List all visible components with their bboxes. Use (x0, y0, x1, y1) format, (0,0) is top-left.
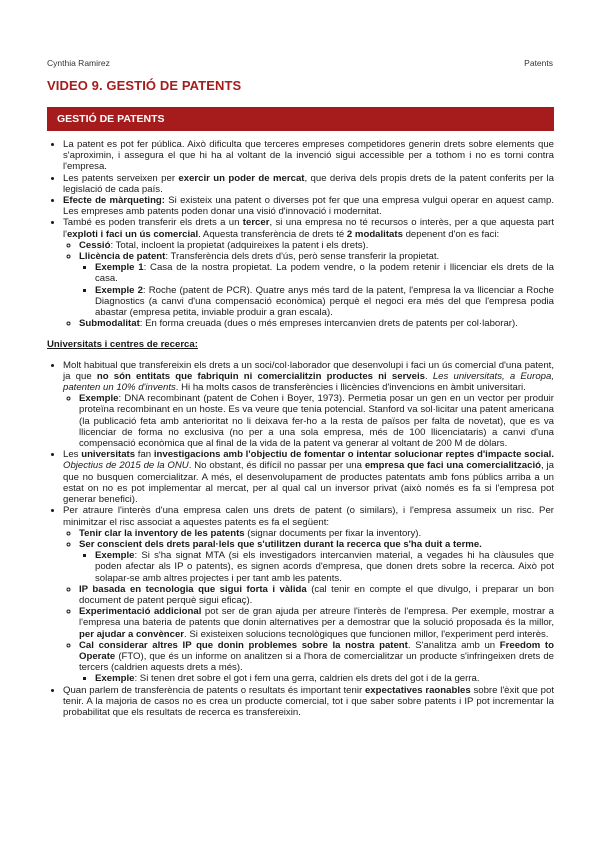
list-item: • La patent es pot fer pública. Això dificulta que terceres empreses competidores generin drets sobre elements que s'aproximin, i assegura el que hi ha al voltant de la invenció sigui accessible per a tothom i no es torni contra l'empresa. (63, 139, 554, 173)
sub-list (63, 240, 554, 330)
list-item: ◦ Experimentació addicional pot ser de gran ajuda per atreure l'interès de l'empresa. Per exemple, mostrar a l'empresa una bateria de patents que donin alternatives per a demostrar que la solució proposada és la millor, per ajudar a convèncer. Si existeixen solucions tecnològiques que funcionen millor, l'experiment perd interès. (79, 606, 554, 640)
list-item: • Quan parlem de transferència de patents o resultats és important tenir expectatives raonables sobre l'èxit que pot tenir. A la majoria de casos no es crea un producte comercial, tot i que saber sobre patents i IP pot incrementar la probabilitat que els resultats de recerca es transfereixin. (63, 685, 554, 719)
list-item: ◦ Exemple: DNA recombinant (patent de Cohen i Boyer, 1973). Permetia posar un gen en un vector per produir proteïna recombinant en un hoste. Es va veure que tenia potencial. Stanford va sol·licitar una patent americana (la publicació feta amb anterioritat no li deixava fer-ho a la resta de països per falta de novetat), que es va llicenciar de forma no exclusiva (no per a una sola empresa, més de 100 llicenciataris) a canvi d'una compensació econòmica que al final de la vida de la patent va generar al voltant de 200 M de dòlars. (79, 393, 554, 449)
list-item: ▪ Exemple: Si tenen dret sobre el got i fem una gerra, caldrien els drets del got i de la gerra. (95, 673, 554, 684)
list-item: ▪ Exemple 1: Casa de la nostra propietat. La podem vendre, o la podem retenir i llicenciar els drets de la casa. (95, 262, 554, 284)
list-item: ◦ Tenir clar la inventory de les patents (signar documents per fixar la inventory). (79, 528, 554, 539)
list-item: • Les patents serveixen per exercir un poder de mercat, que deriva dels propis drets de la patent conferits per la legislació de cada país. (63, 173, 554, 195)
list-item: • També es poden transferir els drets a un tercer, si una empresa no té recursos o interès, per a que aquesta part l'exploti i faci un ús comercial. Aquesta transferència de drets té 2 modalitats depenent d'on es faci: ◦ Cessió: Total, incloent la propietat (adquireixes la patent i els drets). ◦ Llicència de patent: Transferència dels drets d'ús, però sense transferir la propietat. ▪ Exemple 1: Casa de la nostra propietat. La podem vendre, o la podem retenir i llicenciar els drets de la casa. ▪ Exemple 2: Roche (patent de PCR). Quatre anys més tard de la patent, l'empresa la va llicenciar a Roche Diagnostics (a canvi d'una compensació econòmica) perquè el negoci era més del que l'empresa podia abastar (empresa petita, inviable produir a gran escala). ◦ Submodalitat: En forma creuada (dues o més empreses intercanvien drets de patents per col·laborar). (63, 217, 554, 329)
bullet-list (47, 139, 554, 329)
list-item: • Les universitats fan investigacions amb l'objectiu de fomentar o intentar solucionar reptes d'impacte social. Objectius de 2015 de la ONU. No obstant, és difícil no passar per una empresa que faci una comercialització, ja que no busquen comercialitzar. A més, el desenvolupament de productes patentats amb fons públics arriba a un estat on no es pot implementar al mercat, per al qual cal un inversor privat (això només es fa si l'empresa pot generar benefici). (63, 449, 554, 505)
header-author: Cynthia Ramirez (47, 58, 110, 68)
list-item: • Molt habitual que transfereixin els drets a un soci/col·laborador que desenvolupi i faci un ús comercial d'una patent, ja que no són entitats que fabriquin ni comercialitzin productes ni serveis. Les universitats, a Europa, patenten un 10% d'invents. Hi ha molts casos de transferències i llicències d'invencions en àmbit universitari. ◦ Exemple: DNA recombinant (patent de Cohen i Boyer, 1973). Permetia posar un gen en un vector per produir proteïna recombinant en un hoste. Es va veure que tenia potencial. Stanford va sol·licitar una patent americana (la publicació feta amb anterioritat no li deixava fer-ho a la resta de països per falta de novetat), que es va llicenciar de forma no exclusiva (no per a una sola empresa, més de 100 llicenciataris) a canvi d'una compensació econòmica que al final de la vida de la patent va generar al voltant de 200 M de dòlars. (63, 360, 554, 450)
sub-list (63, 528, 554, 685)
list-item: ◦ IP basada en tecnologia que sigui forta i vàlida (cal tenir en compte el que divulgo, i preparar un bon document de patent perquè sigui eficaç). (79, 584, 554, 606)
list-item: ◦ Cessió: Total, incloent la propietat (adquireixes la patent i els drets). (79, 240, 554, 251)
header-section: Patents (524, 58, 553, 68)
list-item: ▪ Exemple 2: Roche (patent de PCR). Quatre anys més tard de la patent, l'empresa la va llicenciar a Roche Diagnostics (a canvi d'una compensació econòmica) perquè el negoci era més del que l'empresa podia abastar (empresa petita, inviable produir a gran escala). (95, 285, 554, 319)
sub-sub-list (79, 550, 554, 584)
bullet-list (47, 360, 554, 719)
list-item: ◦ Cal considerar altres IP que donin problemes sobre la nostra patent. S'analitza amb un Freedom to Operate (FTO), que és un informe on analitzen si a l'hora de comercialitzar un producte s'infringeixen drets de tercers (caldrien aquests drets a més). ▪ Exemple: Si tenen dret sobre el got i fem una gerra, caldrien els drets del got i de la gerra. (79, 640, 554, 685)
list-item: • Per atraure l'interès d'una empresa calen uns drets de patent (o similars), i l'empresa assumeix un risc. Per minimitzar el risc associat a aquestes patents es fa el següent: ◦ Tenir clar la inventory de les patents (signar documents per fixar la inventory). ◦ Ser conscient dels drets paral·lels que s'utilitzen durant la recerca que s'ha duit a terme. ▪ Exemple: Si s'ha signat MTA (si els investigadors intercanvien material, a vegades hi ha clàusules que poden afectar als IP o patents), es signen acords d'empresa, que donen drets sobre la recerca. Això pot solapar-se amb altres projectes i per tant amb les patents. ◦ IP basada en tecnologia que sigui forta i vàlida (cal tenir en compte el que divulgo, i preparar un bon document de patent perquè sigui eficaç). ◦ Experimentació addicional pot ser de gran ajuda per atreure l'interès de l'empresa. Per exemple, mostrar a l'empresa una bateria de patents que donin alternatives per a demostrar que la solució proposada és la millor, per ajudar a convèncer. Si existeixen solucions tecnològiques que funcionen millor, l'experiment perd interès. ◦ Cal considerar altres IP que donin problemes sobre la nostra patent. S'analitza amb un Freedom to Operate (FTO), que és un informe on analitzen si a l'hora de comercialitzar un producte s'infringeixen drets de tercers (caldrien aquests drets a més). ▪ Exemple: Si tenen dret sobre el got i fem una gerra, caldrien els drets del got i de la gerra. (63, 505, 554, 684)
page-title: VIDEO 9. GESTIÓ DE PATENTS (47, 78, 242, 93)
list-item: ◦ Ser conscient dels drets paral·lels que s'utilitzen durant la recerca que s'ha duit a terme. ▪ Exemple: Si s'ha signat MTA (si els investigadors intercanvien material, a vegades hi ha clàusules que poden afectar als IP o patents), es signen acords d'empresa, que donen drets sobre la recerca. Això pot solapar-se amb altres projectes i per tant amb les patents. (79, 539, 554, 584)
section-heading-universities: Universitats i centres de recerca: (47, 339, 198, 351)
list-item: ▪ Exemple: Si s'ha signat MTA (si els investigadors intercanvien material, a vegades hi ha clàusules que poden afectar als IP o patents), es signen acords d'empresa, que donen drets sobre la recerca. Això pot solapar-se amb altres projectes i per tant amb les patents. (95, 550, 554, 584)
sub-list (63, 393, 554, 449)
document-body (47, 139, 554, 718)
list-item: ◦ Submodalitat: En forma creuada (dues o més empreses intercanvien drets de patents per col·laborar). (79, 318, 554, 329)
list-item: ◦ Llicència de patent: Transferència dels drets d'ús, però sense transferir la propietat. ▪ Exemple 1: Casa de la nostra propietat. La podem vendre, o la podem retenir i llicenciar els drets de la casa. ▪ Exemple 2: Roche (patent de PCR). Quatre anys més tard de la patent, l'empresa la va llicenciar a Roche Diagnostics (a canvi d'una compensació econòmica) perquè el negoci era més del que l'empresa podia abastar (empresa petita, inviable produir a gran escala). (79, 251, 554, 318)
sub-sub-list (79, 673, 554, 684)
sub-sub-list (79, 262, 554, 318)
section-band: GESTIÓ DE PATENTS (47, 107, 554, 131)
list-item: • Efecte de màrqueting: Si existeix una patent o diverses pot fer que una empresa vulgui operar en aquest camp. Les empreses amb patents poden donar una visió d'innovació i modernitat. (63, 195, 554, 217)
